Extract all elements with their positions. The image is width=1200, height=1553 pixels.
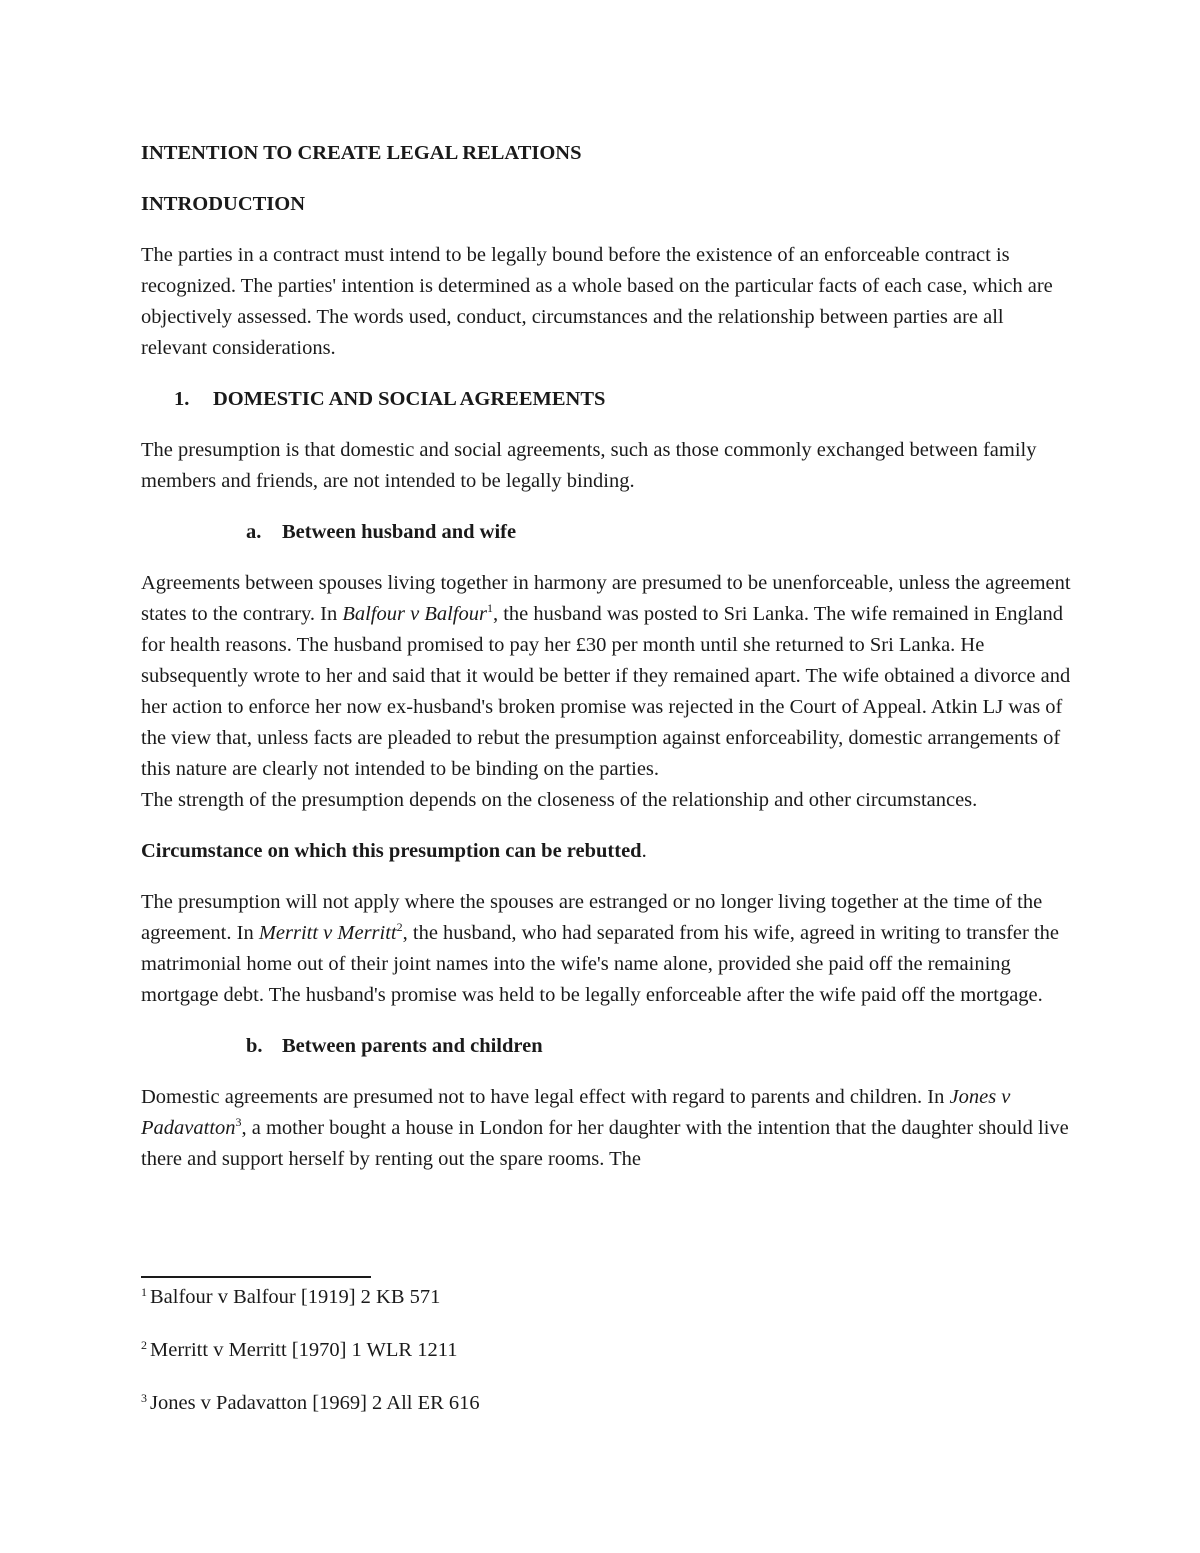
subsection-a-letter: a. [246, 521, 262, 543]
balfour-paragraph [141, 568, 1071, 785]
footnote-ref-1[interactable]: 1 [486, 601, 493, 616]
footnote-ref-3[interactable]: 3 [235, 1115, 242, 1130]
footnote-3-mark: 3 [141, 1391, 147, 1405]
rebuttal-heading [141, 836, 1071, 867]
document-page [141, 138, 1071, 1175]
case-merritt: Merritt v Merritt [258, 922, 397, 944]
footnotes [141, 1282, 841, 1441]
rebuttal-heading-text: Circumstance on which this presumption can be rebutted [141, 840, 642, 862]
footnote-1-text: Balfour v Balfour [1919] 2 KB 571 [150, 1286, 441, 1308]
balfour-paragraph-start: Agreements between spouses living together in harmony are presumed to be unenforceable, unless the agreement states to the contrary. In [141, 572, 1071, 625]
document-title: INTENTION TO CREATE LEGAL RELATIONS [141, 142, 582, 164]
balfour-paragraph-end: , the husband was posted to Sri Lanka. The wife remained in England for health reasons. The husband promised to pay her £30 per month until she returned to Sri Lanka. He subsequently wrote to her and said that it would be better if they remained apart. The wife obtained a divorce and her action to enforce her now ex-husband's broken promise was rejected in the Court of Appeal. Atkin LJ was of the view that, unless facts are pleaded to rebut the presumption against enforceability, domestic arrangements of this nature are clearly not intended to be binding on the parties. [141, 603, 1071, 780]
footnote-2-text: Merritt v Merritt [1970] 1 WLR 1211 [150, 1339, 458, 1361]
subsection-a-title: Between husband and wife [282, 521, 517, 543]
section-1-paragraph: The presumption is that domestic and social agreements, such as those commonly exchanged between family members and friends, are not intended to be legally binding. [141, 439, 1037, 492]
case-jones: Jones v Padavatton [141, 1086, 1011, 1139]
case-balfour: Balfour v Balfour [342, 603, 487, 625]
footnote-3 [141, 1388, 841, 1419]
rebuttal-heading-dot: . [641, 840, 647, 862]
introduction-paragraph: The parties in a contract must intend to be legally bound before the existence of an enforceable contract is recognized. The parties' intention is determined as a whole based on the particular facts of each case, which are objectively assessed. The words used, conduct, circumstances and the relationship between parties are all relevant considerations. [141, 244, 1053, 359]
jones-paragraph-end: , a mother bought a house in London for her daughter with the intention that the daughter should live there and support herself by renting out the spare rooms. The [141, 1117, 1069, 1170]
footnote-2 [141, 1335, 841, 1366]
section-1-number: 1. [174, 388, 190, 410]
section-1-heading [141, 384, 1071, 415]
footnote-1-mark: 1 [141, 1285, 147, 1299]
subsection-b-letter: b. [246, 1035, 263, 1057]
section-1-title: DOMESTIC AND SOCIAL AGREEMENTS [213, 388, 606, 410]
merritt-paragraph-end: , the husband, who had separated from his wife, agreed in writing to transfer the matrimonial home out of their joint names into the wife's name alone, provided she paid off the remaining mortgage debt. The husband's promise was held to be legally enforceable after the wife paid off the mortgage. [141, 922, 1059, 1006]
introduction-heading: INTRODUCTION [141, 193, 306, 215]
subsection-a-heading [141, 517, 1071, 548]
merritt-paragraph-start: The presumption will not apply where the spouses are estranged or no longer living together at the time of the agreement. In [141, 891, 1043, 944]
presumption-strength-paragraph: The strength of the presumption depends on the closeness of the relationship and other circumstances. [141, 789, 978, 811]
merritt-paragraph [141, 887, 1071, 1011]
jones-paragraph-start: Domestic agreements are presumed not to have legal effect with regard to parents and children. In [141, 1086, 950, 1108]
footnote-2-mark: 2 [141, 1338, 147, 1352]
footnote-1 [141, 1282, 841, 1313]
subsection-b-heading [141, 1031, 1071, 1062]
footnote-3-text: Jones v Padavatton [1969] 2 All ER 616 [150, 1392, 480, 1414]
jones-paragraph [141, 1082, 1071, 1175]
subsection-b-title: Between parents and children [282, 1035, 543, 1057]
footnote-ref-2[interactable]: 2 [396, 920, 403, 935]
footnote-separator [141, 1276, 371, 1278]
